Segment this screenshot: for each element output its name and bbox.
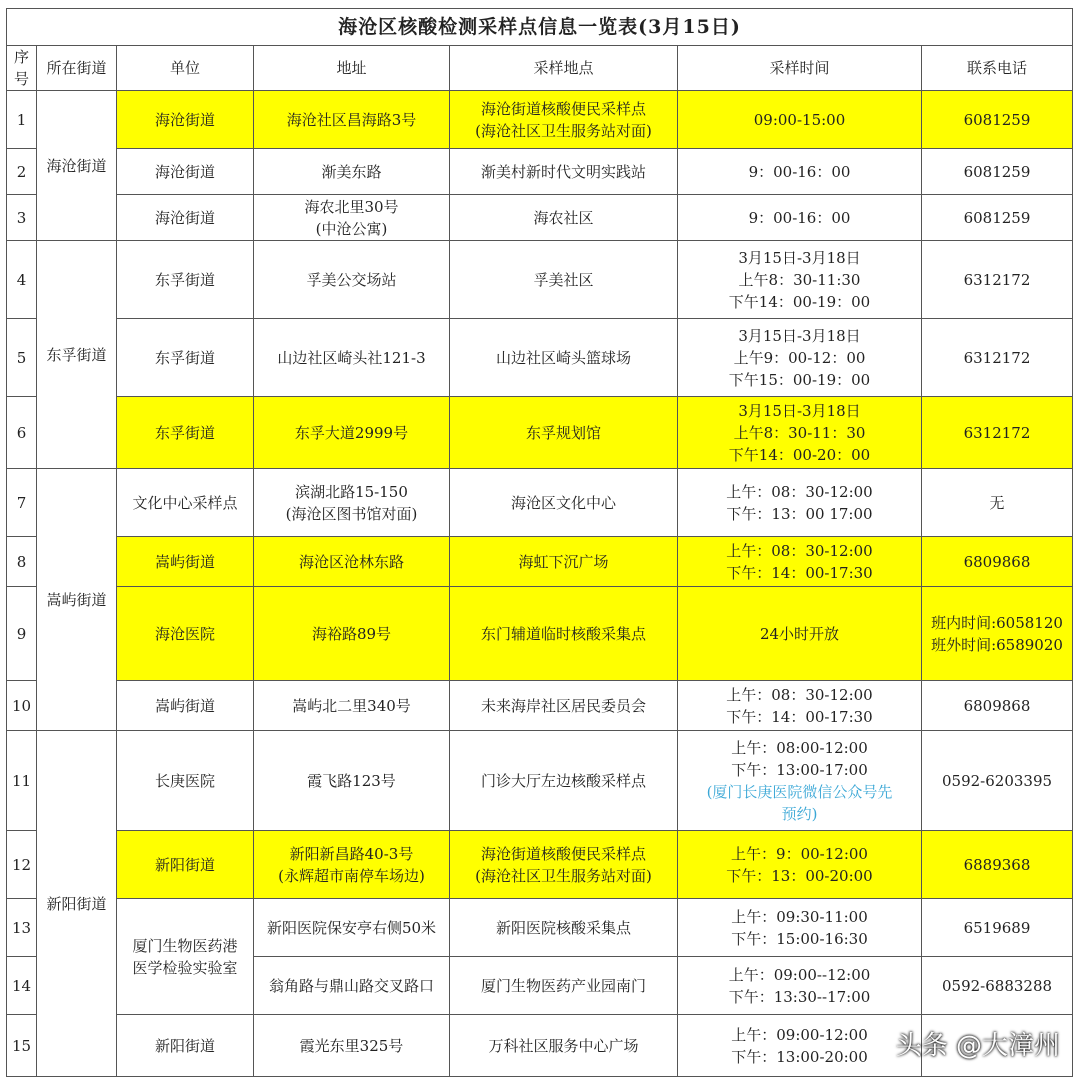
unit-cell-line: 厦门生物医药港 <box>132 936 238 955</box>
phone-cell-line: 6312172 <box>963 423 1031 442</box>
phone-cell <box>922 831 1073 899</box>
site-cell <box>450 681 678 731</box>
time-cell <box>678 91 922 149</box>
address-cell <box>254 587 450 681</box>
row-number: 10 <box>7 681 37 731</box>
time-cell <box>678 149 922 195</box>
time-cell-line: 下午：13：00-20:00 <box>726 866 873 885</box>
row-number: 5 <box>7 319 37 397</box>
site-cell-line: 万科社区服务中心广场 <box>488 1036 639 1055</box>
table-row <box>7 587 1073 681</box>
phone-cell-line: 6312172 <box>963 348 1031 367</box>
phone-cell <box>922 241 1073 319</box>
time-cell <box>678 831 922 899</box>
address-cell-line: 新阳新昌路40-3号 <box>289 844 414 863</box>
unit-cell: 海沧医院 <box>117 587 254 681</box>
site-cell-line: 渐美村新时代文明实践站 <box>480 162 646 181</box>
time-cell-line: 上午：09:00--12:00 <box>728 965 871 984</box>
phone-cell <box>922 397 1073 469</box>
time-cell <box>678 899 922 957</box>
site-cell <box>450 397 678 469</box>
header-phone: 联系电话 <box>922 46 1073 91</box>
header-time: 采样时间 <box>678 46 922 91</box>
time-cell <box>678 587 922 681</box>
time-cell-line: 上午8：30-11：30 <box>733 423 866 442</box>
unit-cell: 海沧街道 <box>117 149 254 195</box>
site-cell-line: (海沧社区卫生服务站对面) <box>475 121 652 140</box>
table-title: 海沧区核酸检测采样点信息一览表(3月15日) <box>7 9 1073 46</box>
time-cell-line: 下午：13:00-20:00 <box>731 1047 868 1066</box>
site-cell-line: 厦门生物医药产业园南门 <box>480 976 646 995</box>
address-cell-line: 海农北里30号 <box>304 197 399 216</box>
table-row <box>7 469 1073 537</box>
site-cell <box>450 899 678 957</box>
header-row <box>7 46 1073 91</box>
time-cell-line: 下午：13:00-17:00 <box>731 760 868 779</box>
time-cell-line: 下午：13：00 17:00 <box>726 504 873 523</box>
address-cell-line: 山边社区崎头社121-3 <box>277 348 426 367</box>
site-cell-line: 东孚规划馆 <box>525 423 601 442</box>
time-cell-line: 3月15日-3月18日 <box>738 401 861 420</box>
unit-cell: 东孚街道 <box>117 397 254 469</box>
time-cell-line: 3月15日-3月18日 <box>738 326 861 345</box>
appointment-note: (厦门长庚医院微信公众号先 <box>706 782 893 801</box>
address-cell-line: 孚美公交场站 <box>306 270 397 289</box>
time-cell <box>678 195 922 241</box>
address-cell <box>254 91 450 149</box>
table-row <box>7 681 1073 731</box>
address-cell <box>254 319 450 397</box>
address-cell-line: 霞光东里325号 <box>299 1036 404 1055</box>
phone-cell <box>922 469 1073 537</box>
unit-cell <box>117 899 254 1015</box>
header-site: 采样地点 <box>450 46 678 91</box>
unit-cell: 嵩屿街道 <box>117 537 254 587</box>
phone-cell <box>922 195 1073 241</box>
time-cell-line: 上午：08：30-12:00 <box>726 685 873 704</box>
site-cell-line: 孚美社区 <box>533 270 594 289</box>
site-cell-line: 门诊大厅左边核酸采样点 <box>480 771 646 790</box>
unit-cell: 长庚医院 <box>117 731 254 831</box>
address-cell-line: (永辉超市南停车场边) <box>278 866 425 885</box>
time-cell-line: 上午8：30-11:30 <box>738 270 861 289</box>
street-cell: 嵩屿街道 <box>37 469 117 731</box>
address-cell-line: 新阳医院保安亭右侧50米 <box>266 918 437 937</box>
address-cell <box>254 469 450 537</box>
time-cell-line: 9：00-16：00 <box>748 208 851 227</box>
unit-cell: 东孚街道 <box>117 319 254 397</box>
header-unit: 单位 <box>117 46 254 91</box>
row-number: 8 <box>7 537 37 587</box>
address-cell-line: (中沧公寓) <box>315 219 388 238</box>
time-cell <box>678 469 922 537</box>
site-cell <box>450 149 678 195</box>
time-cell-line: 下午14：00-20：00 <box>728 445 871 464</box>
header-no: 序号 <box>7 46 37 91</box>
table-row <box>7 319 1073 397</box>
phone-cell-line: 6809868 <box>963 552 1031 571</box>
site-cell-line: 山边社区崎头篮球场 <box>495 348 631 367</box>
street-cell: 新阳街道 <box>37 731 117 1077</box>
phone-cell <box>922 899 1073 957</box>
site-cell <box>450 537 678 587</box>
phone-cell-line: 班外时间:6589020 <box>931 635 1063 654</box>
phone-cell-line: 6312172 <box>963 270 1031 289</box>
site-cell <box>450 831 678 899</box>
unit-cell: 新阳街道 <box>117 831 254 899</box>
row-number: 13 <box>7 899 37 957</box>
time-cell-line: 下午15：00-19：00 <box>728 370 871 389</box>
phone-cell <box>922 537 1073 587</box>
time-cell-line: 3月15日-3月18日 <box>738 248 861 267</box>
time-cell <box>678 681 922 731</box>
table-row <box>7 91 1073 149</box>
row-number: 2 <box>7 149 37 195</box>
address-cell <box>254 537 450 587</box>
site-cell-line: 海虹下沉广场 <box>518 552 609 571</box>
table-row <box>7 397 1073 469</box>
phone-cell-line: 6519689 <box>963 918 1031 937</box>
site-cell-line: 新阳医院核酸采集点 <box>495 918 631 937</box>
address-cell <box>254 195 450 241</box>
time-cell <box>678 397 922 469</box>
address-cell-line: 海裕路89号 <box>311 624 392 643</box>
time-cell-line: 下午：13:30--17:00 <box>728 987 871 1006</box>
time-cell <box>678 319 922 397</box>
site-cell-line: 海沧区文化中心 <box>510 493 616 512</box>
address-cell <box>254 957 450 1015</box>
unit-cell: 嵩屿街道 <box>117 681 254 731</box>
time-cell-line: 上午：08：30-12:00 <box>726 541 873 560</box>
row-number: 1 <box>7 91 37 149</box>
time-cell-line: 上午：09:30-11:00 <box>731 907 868 926</box>
unit-cell: 东孚街道 <box>117 241 254 319</box>
time-cell-line: 下午14：00-19：00 <box>728 292 871 311</box>
address-cell <box>254 1015 450 1077</box>
address-cell-line: 渐美东路 <box>321 162 382 181</box>
site-cell <box>450 1015 678 1077</box>
phone-cell <box>922 149 1073 195</box>
table-row <box>7 537 1073 587</box>
row-number: 11 <box>7 731 37 831</box>
site-cell <box>450 91 678 149</box>
phone-cell-line: 6081259 <box>963 162 1031 181</box>
site-cell-line: 东门辅道临时核酸采集点 <box>480 624 646 643</box>
address-cell-line: 翁角路与鼎山路交叉路口 <box>268 976 434 995</box>
phone-cell-line: 6889368 <box>963 855 1031 874</box>
unit-cell-line: 医学检验实验室 <box>132 958 238 977</box>
site-cell <box>450 241 678 319</box>
phone-cell <box>922 957 1073 1015</box>
site-cell <box>450 195 678 241</box>
phone-cell <box>922 91 1073 149</box>
row-number: 6 <box>7 397 37 469</box>
time-cell <box>678 957 922 1015</box>
site-cell <box>450 731 678 831</box>
street-cell: 海沧街道 <box>37 91 117 241</box>
address-cell-line: 霞飞路123号 <box>307 771 396 790</box>
address-cell-line: 东孚大道2999号 <box>294 423 409 442</box>
row-number: 7 <box>7 469 37 537</box>
header-address: 地址 <box>254 46 450 91</box>
site-cell-line: 海沧街道核酸便民采样点 <box>480 99 646 118</box>
site-cell <box>450 469 678 537</box>
table-row <box>7 831 1073 899</box>
site-cell <box>450 957 678 1015</box>
row-number: 9 <box>7 587 37 681</box>
site-cell-line: 未来海岸社区居民委员会 <box>480 696 646 715</box>
time-cell-line: 上午：08：30-12:00 <box>726 482 873 501</box>
site-cell-line: (海沧社区卫生服务站对面) <box>475 866 652 885</box>
unit-cell: 海沧街道 <box>117 91 254 149</box>
time-cell-line: 24小时开放 <box>759 624 840 643</box>
time-cell <box>678 241 922 319</box>
phone-cell <box>922 731 1073 831</box>
address-cell-line: 海沧社区昌海路3号 <box>286 110 417 129</box>
time-cell <box>678 537 922 587</box>
address-cell <box>254 241 450 319</box>
unit-cell: 新阳街道 <box>117 1015 254 1077</box>
phone-cell-line: 0592-6203395 <box>941 771 1053 790</box>
phone-cell-line: 0592-6883288 <box>941 976 1053 995</box>
table-row <box>7 899 1073 957</box>
address-cell-line: 海沧区沧林东路 <box>298 552 404 571</box>
row-number: 14 <box>7 957 37 1015</box>
row-number: 12 <box>7 831 37 899</box>
phone-cell <box>922 319 1073 397</box>
time-cell-line: 09:00-15:00 <box>753 110 846 129</box>
table-row <box>7 149 1073 195</box>
row-number: 3 <box>7 195 37 241</box>
unit-cell: 海沧街道 <box>117 195 254 241</box>
time-cell-line: 上午：09:00-12:00 <box>731 1025 868 1044</box>
time-cell-line: 下午：14：00-17:30 <box>726 563 873 582</box>
address-cell <box>254 397 450 469</box>
appointment-note: 预约) <box>781 804 818 823</box>
address-cell <box>254 149 450 195</box>
time-cell-line: 上午9：00-12：00 <box>733 348 866 367</box>
time-cell-line: 下午：15:00-16:30 <box>731 929 868 948</box>
address-cell <box>254 831 450 899</box>
table-row <box>7 731 1073 831</box>
address-cell-line: 滨湖北路15-150 <box>295 482 408 501</box>
header-street: 所在街道 <box>37 46 117 91</box>
phone-cell-line: 6809868 <box>963 696 1031 715</box>
time-cell-line: 下午：14：00-17:30 <box>726 707 873 726</box>
site-cell-line: 海农社区 <box>533 208 594 227</box>
site-cell-line: 海沧街道核酸便民采样点 <box>480 844 646 863</box>
phone-cell-line: 班内时间:6058120 <box>931 613 1063 632</box>
time-cell-line: 上午：9：00-12:00 <box>731 844 868 863</box>
time-cell-line: 上午：08:00-12:00 <box>731 738 868 757</box>
table-row <box>7 195 1073 241</box>
time-cell <box>678 731 922 831</box>
table-row <box>7 241 1073 319</box>
street-cell: 东孚街道 <box>37 241 117 469</box>
site-cell <box>450 319 678 397</box>
phone-cell <box>922 587 1073 681</box>
phone-cell <box>922 681 1073 731</box>
address-cell-line: 嵩屿北二里340号 <box>292 696 411 715</box>
row-number: 4 <box>7 241 37 319</box>
address-cell-line: (海沧区图书馆对面) <box>285 504 418 523</box>
table-body <box>7 9 1073 1077</box>
row-number: 15 <box>7 1015 37 1077</box>
time-cell <box>678 1015 922 1077</box>
unit-cell: 文化中心采样点 <box>117 469 254 537</box>
phone-cell-line: 无 <box>989 493 1005 512</box>
site-cell <box>450 587 678 681</box>
time-cell-line: 9：00-16：00 <box>748 162 851 181</box>
address-cell <box>254 731 450 831</box>
phone-cell-line: 6081259 <box>963 110 1031 129</box>
address-cell <box>254 899 450 957</box>
watermark: 头条 @大漳州 <box>895 1031 1060 1061</box>
sampling-sites-table <box>6 8 1073 1077</box>
address-cell <box>254 681 450 731</box>
phone-cell-line: 6081259 <box>963 208 1031 227</box>
